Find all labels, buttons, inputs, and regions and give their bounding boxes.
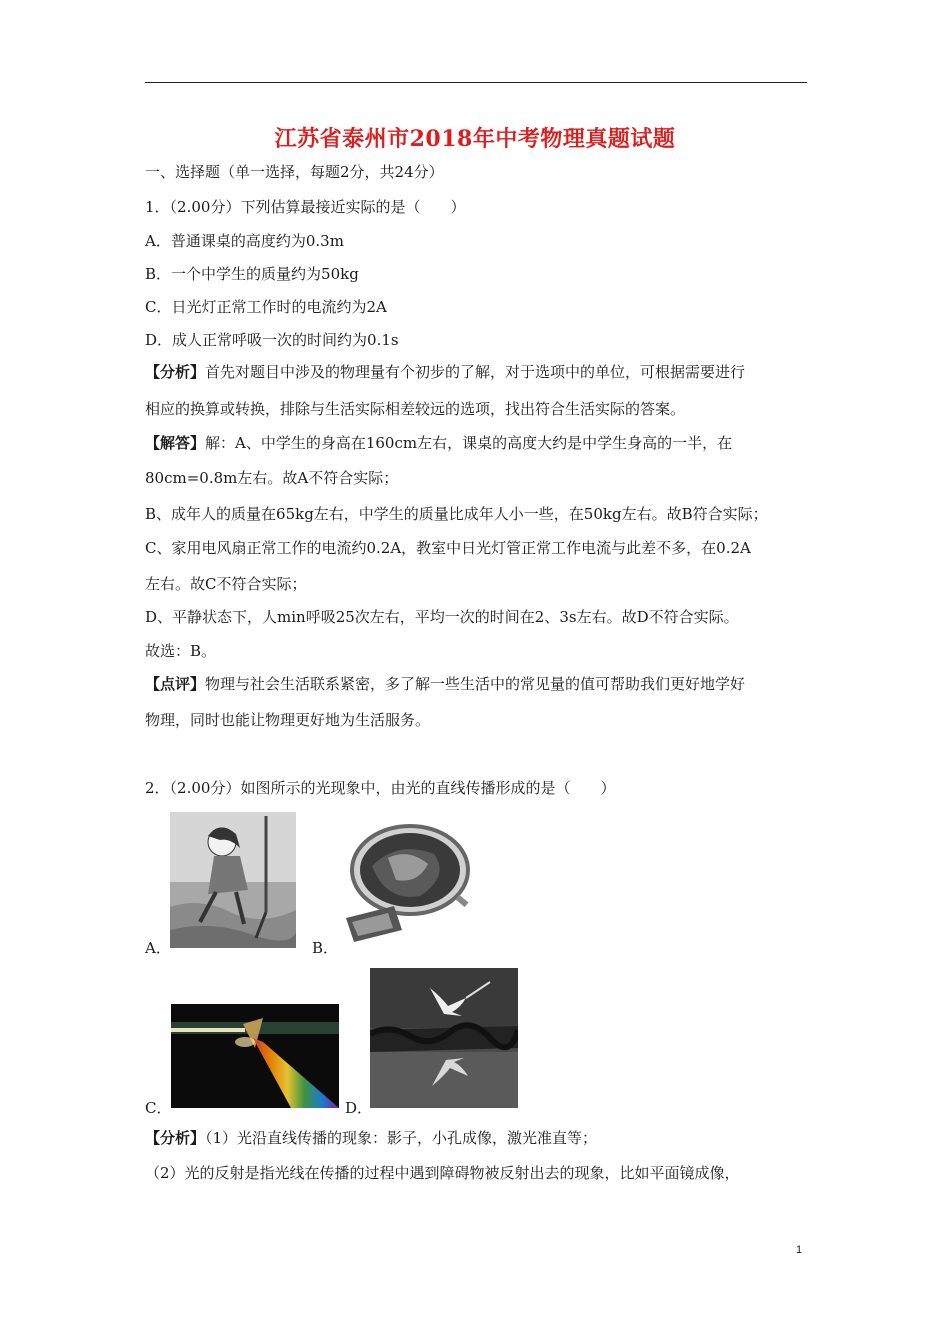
q1-answer-text-3: B、成年人的质量在65kg左右，中学生的质量比成年人小一些，在50kg左右。故B符合实际； [145, 505, 768, 523]
page-title: 江苏省泰州市2018年中考物理真题试题 [274, 126, 676, 152]
figure-a-shadow-image [170, 812, 296, 948]
analysis-tag: 【分析】 [145, 363, 206, 381]
q1-answer-text-7: 故选：B。 [145, 642, 217, 660]
q1-answer [145, 433, 732, 453]
q1-option-d: D．成人正常呼吸一次的时间约为0.1s [145, 331, 399, 349]
q2-option-c-label: C． [145, 1099, 172, 1117]
q1-comment-text-2: 物理，同时也能让物理更好地为生活服务。 [145, 711, 431, 729]
header-rule [145, 82, 807, 83]
q2-analysis-tag: 【分析】 [145, 1129, 206, 1147]
q1-analysis-text-2: 相应的换算或转换，排除与生活实际相差较远的选项，找出符合生活实际的答案。 [145, 400, 686, 418]
comment-tag: 【点评】 [145, 675, 206, 693]
q2-stem: 2．（2.00分）如图所示的光现象中，由光的直线传播形成的是（ ） [145, 779, 616, 797]
q1-comment [145, 674, 745, 694]
q1-answer-text-1: 解：A、中学生的身高在160cm左右，课桌的高度大约是中学生身高的一半，在 [205, 434, 733, 452]
q1-analysis [145, 362, 745, 382]
figure-c-prism-image [171, 1004, 339, 1108]
q1-stem: 1．（2.00分）下列估算最接近实际的是（ ） [145, 198, 466, 216]
q2-option-d-label: D． [345, 1099, 373, 1117]
q2-analysis-text-1: （1）光沿直线传播的现象：影子，小孔成像，激光准直等； [205, 1129, 598, 1147]
q2-analysis [145, 1128, 597, 1148]
q1-option-a: A．普通课桌的高度约为0.3m [145, 232, 344, 250]
q1-option-c: C．日光灯正常工作时的电流约为2A [145, 298, 387, 316]
answer-tag: 【解答】 [145, 434, 206, 452]
q1-answer-text-2: 80cm=0.8m左右。故A不符合实际； [145, 469, 399, 487]
q1-analysis-text-1: 首先对题目中涉及的物理量有个初步的了解，对于选项中的单位，可根据需要进行 [205, 363, 746, 381]
page-number: 1 [796, 1244, 803, 1256]
q1-comment-text-1: 物理与社会生活联系紧密，多了解一些生活中的常见量的值可帮助我们更好地学好 [205, 675, 746, 693]
q1-answer-text-5: 左右。故C不符合实际； [145, 575, 307, 593]
q2-option-b-label: B． [312, 939, 339, 957]
q1-option-b: B．一个中学生的质量约为50kg [145, 265, 359, 283]
q2-analysis-text-2: （2）光的反射是指光线在传播的过程中遇到障碍物被反射出去的现象，比如平面镜成像， [145, 1164, 740, 1182]
section-heading: 一、选择题（单一选择，每题2分，共24分） [145, 163, 444, 181]
q2-option-a-label: A． [145, 939, 171, 957]
q1-answer-text-6: D、平静状态下，人min呼吸25次左右，平均一次的时间在2、3s左右。故D不符合实际。 [145, 608, 739, 626]
figure-b-magnifier-image [338, 818, 474, 950]
q1-answer-text-4: C、家用电风扇正常工作的电流约0.2A，教室中日光灯管正常工作电流与此差不多，在0.2A [145, 539, 751, 557]
figure-d-bird-reflection-image [370, 968, 518, 1108]
